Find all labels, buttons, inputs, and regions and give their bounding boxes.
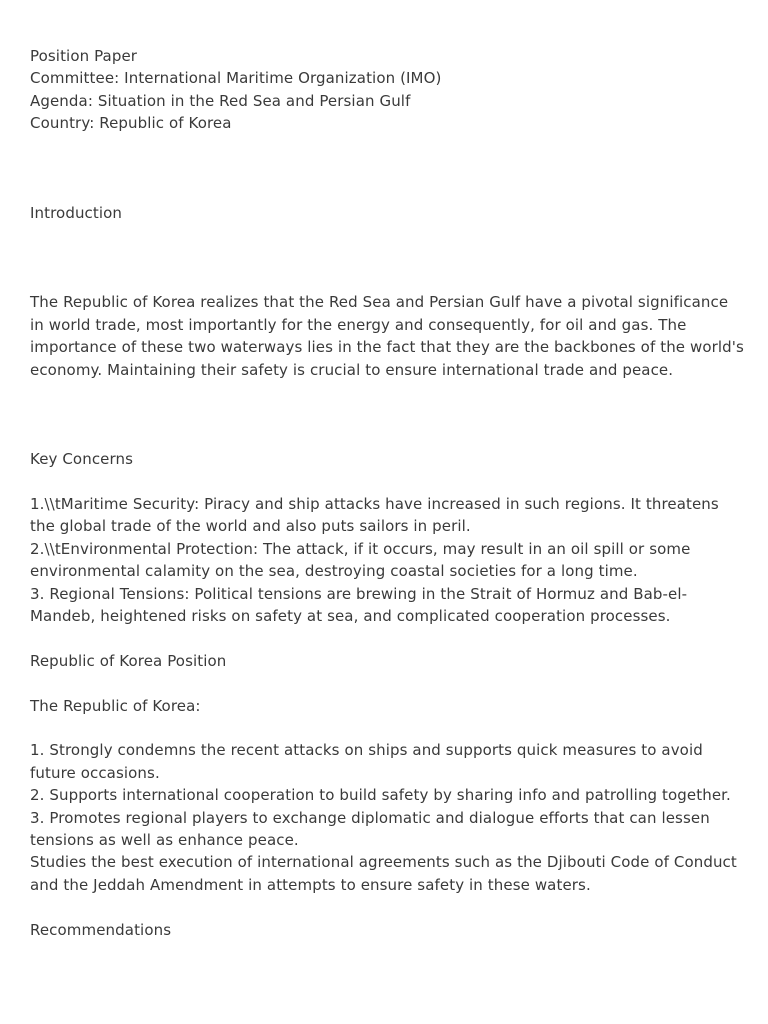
- spacer: [30, 471, 745, 493]
- doc-type: Position Paper: [30, 47, 138, 65]
- document-page: [30, 45, 749, 941]
- country-line: Country: Republic of Korea: [30, 114, 232, 133]
- committee-line: Committee: International Maritime Organization (IMO): [30, 69, 442, 88]
- spacer: [30, 896, 745, 918]
- recommendations-heading: Recommendations: [30, 920, 172, 939]
- position-lead: The Republic of Korea:: [30, 696, 201, 715]
- document-header: [30, 45, 745, 135]
- spacer: [30, 672, 745, 694]
- key-concerns-heading: Key Concerns: [30, 450, 134, 469]
- list-item: 1. Strongly condemns the recent attacks on ships and supports quick measures to avoid future occasions.: [30, 741, 708, 782]
- spacer: [30, 717, 745, 739]
- list-item: 2. Supports international cooperation to build safety by sharing info and patrolling together.: [30, 786, 731, 805]
- spacer: [30, 224, 745, 291]
- spacer: [30, 627, 745, 649]
- list-item: 3. Regional Tensions: Political tensions are brewing in the Strait of Hormuz and Bab-el-Mandeb, heightened risks on safety at sea, and complicated cooperation processes.: [30, 584, 688, 626]
- list-item: 1.\\tMaritime Security: Piracy and ship attacks have increased in such regions. It threatens the global trade of the world and also puts sailors in peril.: [30, 495, 724, 536]
- list-item: Studies the best execution of international agreements such as the Djibouti Code of Conduct and the Jeddah Amendment in attempts to ensure safety in these waters.: [30, 853, 742, 894]
- spacer: [30, 381, 745, 448]
- position-list: [30, 739, 745, 896]
- introduction-heading: Introduction: [30, 203, 123, 222]
- introduction-body: The Republic of Korea realizes that the Red Sea and Persian Gulf have a pivotal significance in world trade, most importantly for the energy and consequently, for oil and gas. The importance of these two waterways lies in the fact that they are the backbones of the world's economy. Maintaining their safety is crucial to ensure international trade and peace.: [30, 293, 749, 379]
- key-concerns-list: [30, 493, 745, 627]
- spacer: [30, 135, 745, 202]
- list-item: 3. Promotes regional players to exchange diplomatic and dialogue efforts that can lessen tensions as well as enhance peace.: [30, 808, 715, 850]
- agenda-line: Agenda: Situation in the Red Sea and Persian Gulf: [30, 91, 411, 110]
- list-item: 2.\\tEnvironmental Protection: The attack, if it occurs, may result in an oil spill or some environmental calamity on the sea, destroying coastal societies for a long time.: [30, 539, 696, 581]
- position-heading: Republic of Korea Position: [30, 651, 227, 670]
